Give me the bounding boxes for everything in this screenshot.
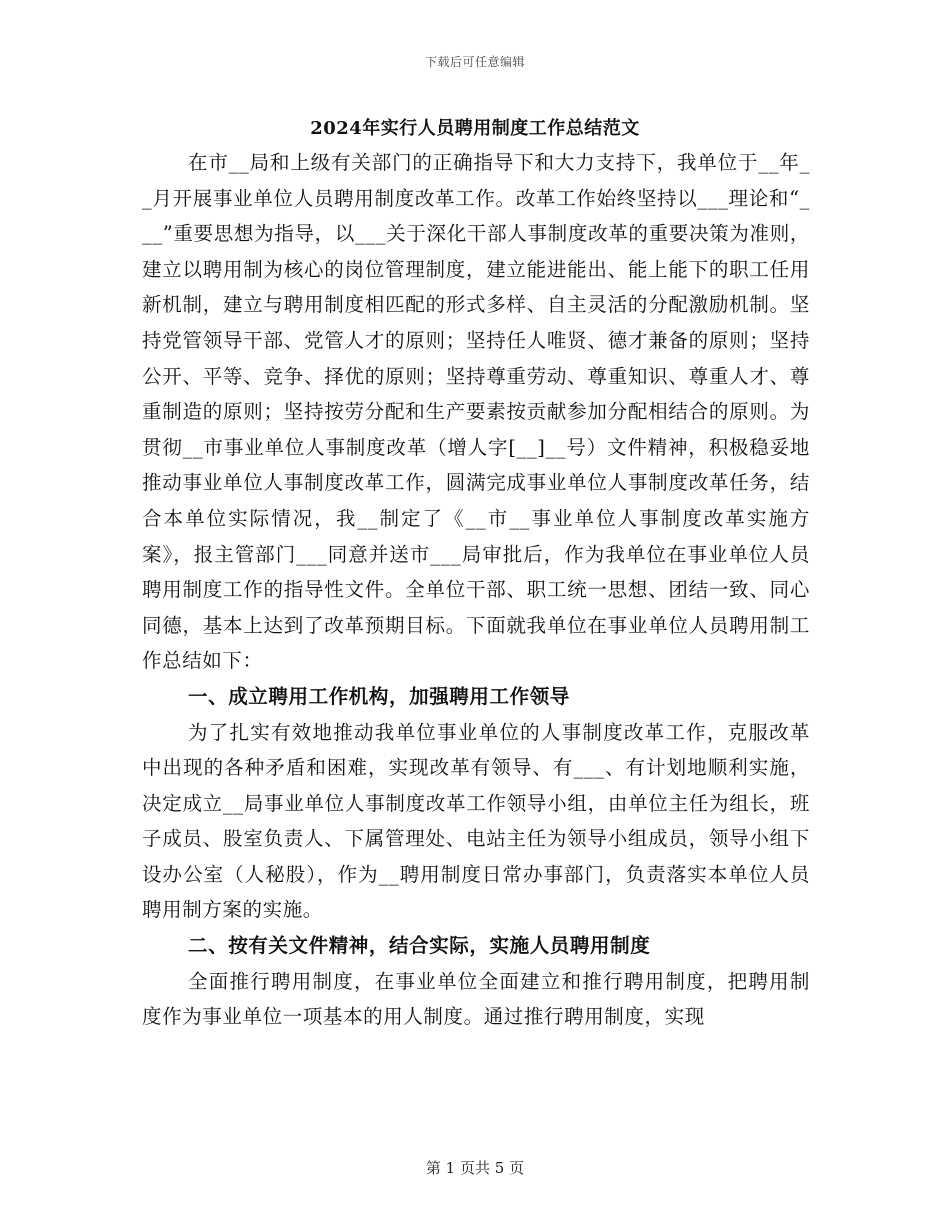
paragraph-section-1: 为了扎实有效地推动我单位事业单位的人事制度改革工作，克服改革中出现的各种矛盾和困难，实现改革有领导、有___、有计划地顺利实施，决定成立__局事业单位人事制度改革工作领导小组，由单位主任为组长，班子成员、股室负责人、下属管理处、电站主任为领导小组成员，领导小组下设办公室（人秘股），作为__聘用制度日常办事部门，负责落实本单位人员聘用制方案的实施。 xyxy=(142,720,810,922)
paragraph-intro: 在市__局和上级有关部门的正确指导下和大力支持下，我单位于__年__月开展事业单位人员聘用制度改革工作。改革工作始终坚持以___理论和“___”重要思想为指导，以___关于深化干部人事制度改革的重要决策为准则，建立以聘用制为核心的岗位管理制度，建立能进能出、能上能下的职工任用新机制，建立与聘用制度相匹配的形式多样、自主灵活的分配激励机制。坚持党管领导干部、党管人才的原则；坚持任人唯贤、德才兼备的原则；坚持公开、平等、竞争、择优的原则；坚持尊重劳动、尊重知识、尊重人才、尊重制造的原则；坚持按劳分配和生产要素按贡献参加分配相结合的原则。为贯彻__市事业单位人事制度改革（增人字[__]__号）文件精神，积极稳妥地推动事业单位人事制度改革工作，圆满完成事业单位人事制度改革任务，结合本单位实际情况，我__制定了《__市__事业单位人事制度改革实施方案》，报主管部门___同意并送市___局审批后，作为我单位在事业单位人员聘用制度工作的指导性文件。全单位干部、职工统一思想、团结一致、同心同德，基本上达到了改革预期目标。下面就我单位在事业单位人员聘用制工作总结如下： xyxy=(142,151,810,673)
document-title: 2024年实行人员聘用制度工作总结范文 xyxy=(310,118,640,139)
page-footer: 第 1 页共 5 页 xyxy=(425,1159,525,1177)
paragraph-section-2: 全面推行聘用制度，在事业单位全面建立和推行聘用制度，把聘用制度作为事业单位一项基本的用人制度。通过推行聘用制度，实现 xyxy=(142,969,810,1029)
section-heading-2: 二、按有关文件精神，结合实际，实施人员聘用制度 xyxy=(188,934,651,958)
document-body xyxy=(142,145,810,1035)
header-note: 下载后可任意编辑 xyxy=(424,55,525,69)
section-heading-1: 一、成立聘用工作机构，加强聘用工作领导 xyxy=(188,684,570,708)
